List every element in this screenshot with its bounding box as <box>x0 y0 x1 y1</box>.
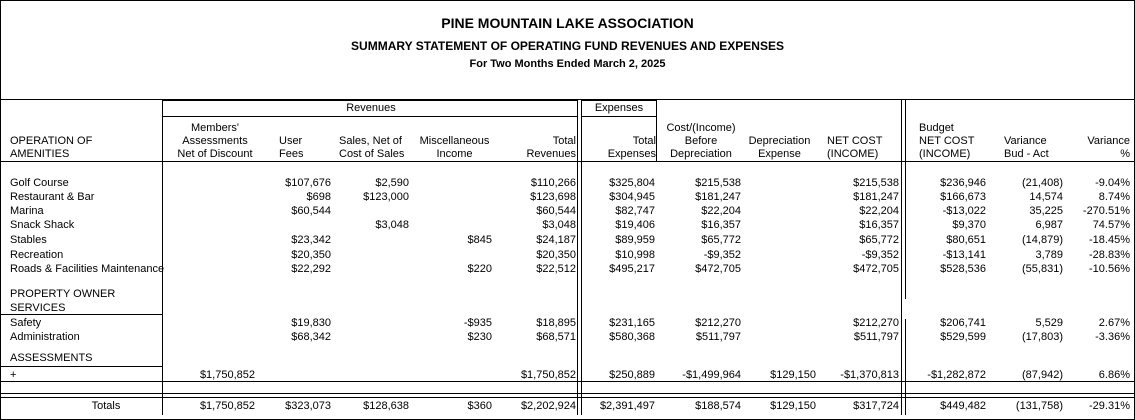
cell-variance-pct: -10.56% <box>1089 263 1130 275</box>
cell-variance: (55,831) <box>1022 263 1063 275</box>
cell-budget: $80,651 <box>946 234 986 246</box>
header-budget: (INCOME) <box>919 148 971 160</box>
expenses-group-label: Expenses <box>594 102 644 114</box>
cell-variance: (14,879) <box>1022 234 1063 246</box>
cell-user-fees: $22,292 <box>291 263 331 275</box>
section-services: SERVICES <box>10 302 66 314</box>
row-label: Roads & Facilities Maintenance <box>10 263 165 275</box>
cell-budget: $236,946 <box>940 177 986 189</box>
grand-total-rule-3 <box>1 397 1134 398</box>
cell-net-cost: $215,538 <box>853 177 899 189</box>
cell-variance: 5,529 <box>1035 317 1063 329</box>
row-label: + <box>10 369 17 381</box>
header-budget: Budget <box>919 122 954 134</box>
cell-total-exp: $82,747 <box>615 205 655 217</box>
header-net-cost: (INCOME) <box>827 148 879 160</box>
cell-total-exp: $580,368 <box>609 331 655 343</box>
cell-budget: $528,536 <box>940 263 986 275</box>
cell-cost-before: -$1,499,964 <box>682 369 741 381</box>
cell-misc: $220 <box>467 263 492 275</box>
cell-variance: 14,574 <box>1029 191 1063 203</box>
total-depreciation: $129,150 <box>770 400 816 412</box>
report-subtitle: SUMMARY STATEMENT OF OPERATING FUND REVENUES AND EXPENSES <box>351 39 784 53</box>
header-depreciation: Depreciation <box>748 135 811 147</box>
section-assessments: ASSESSMENTS <box>10 352 93 364</box>
total-sales: $128,638 <box>363 400 409 412</box>
cell-variance-pct: 74.57% <box>1092 219 1130 231</box>
header-bottom-rule <box>1 161 1134 162</box>
cell-total-rev: $60,544 <box>536 205 576 217</box>
cell-budget: $529,599 <box>940 331 986 343</box>
cell-sales: $2,590 <box>375 177 409 189</box>
total-variance: (131,758) <box>1015 400 1063 412</box>
grand-total-rule-2 <box>1 393 1134 394</box>
cell-cost-before: $22,204 <box>701 205 741 217</box>
cell-user-fees: $698 <box>306 191 331 203</box>
total-budget: $449,482 <box>940 400 986 412</box>
cell-total-exp: $19,406 <box>615 219 655 231</box>
cell-variance: (21,408) <box>1022 177 1063 189</box>
header-variance-pct: Variance <box>1087 135 1130 147</box>
revenues-underline <box>162 116 577 117</box>
cell-cost-before: $215,538 <box>695 177 741 189</box>
header-variance: Variance <box>1004 135 1047 147</box>
cell-net-cost: $22,204 <box>859 205 899 217</box>
cell-total-rev: $123,698 <box>530 191 576 203</box>
total-cost-before: $188,574 <box>695 400 741 412</box>
cell-total-rev: $3,048 <box>542 219 576 231</box>
header-cost-before: Depreciation <box>670 148 732 160</box>
revenues-group-label: Revenues <box>346 102 396 114</box>
cell-net-cost: $16,357 <box>859 219 899 231</box>
total-total-rev: $2,202,924 <box>520 400 576 412</box>
cell-total-exp: $250,889 <box>609 369 655 381</box>
row-label: Administration <box>10 331 80 343</box>
row-label: Golf Course <box>10 177 69 189</box>
row-label: Stables <box>10 234 47 246</box>
total-members: $1,750,852 <box>199 400 255 412</box>
header-user-fees: Fees <box>279 148 304 160</box>
total-total-exp: $2,391,497 <box>599 400 655 412</box>
cell-sales: $3,048 <box>375 219 409 231</box>
cell-budget: -$13,141 <box>942 249 986 261</box>
cell-variance-pct: -270.51% <box>1082 205 1130 217</box>
cell-user-fees: $68,342 <box>291 331 331 343</box>
cell-members: $1,750,852 <box>199 369 255 381</box>
section-rule-assessments <box>1 366 163 367</box>
col-divider-budget-inner-lower <box>905 319 906 415</box>
cell-total-rev: $20,350 <box>536 249 576 261</box>
row-label: Marina <box>10 205 44 217</box>
cell-cost-before: $181,247 <box>695 191 741 203</box>
revenues-group-rule <box>162 100 577 101</box>
header-operation: OPERATION OF <box>10 135 93 147</box>
cell-variance: (87,942) <box>1022 369 1063 381</box>
header-total-exp: Expenses <box>607 148 656 160</box>
cell-net-cost: $65,772 <box>859 234 899 246</box>
cell-total-exp: $325,804 <box>609 177 655 189</box>
header-variance-pct: % <box>1120 148 1130 160</box>
cell-user-fees: $107,676 <box>285 177 331 189</box>
cell-depreciation: $129,150 <box>770 369 816 381</box>
header-variance: Bud - Act <box>1004 148 1049 160</box>
cell-variance-pct: 2.67% <box>1098 317 1130 329</box>
cell-total-rev: $22,512 <box>536 263 576 275</box>
header-cost-before: Before <box>684 135 718 147</box>
cell-variance-pct: 6.86% <box>1098 369 1130 381</box>
cell-cost-before: $212,270 <box>695 317 741 329</box>
header-misc: Miscellaneous <box>419 135 490 147</box>
cell-net-cost: $212,270 <box>853 317 899 329</box>
header-members: Assessments <box>182 135 248 147</box>
header-total-rev: Total <box>552 135 576 147</box>
header-amenities: AMENITIES <box>10 148 70 160</box>
header-user-fees: User <box>279 135 303 147</box>
col-divider-expenses-left <box>581 100 582 415</box>
cell-total-rev: $24,187 <box>536 234 576 246</box>
total-net-cost: $317,724 <box>853 400 899 412</box>
total-misc: $360 <box>467 400 492 412</box>
row-label: Restaurant & Bar <box>10 191 95 203</box>
cell-variance: (17,803) <box>1022 331 1063 343</box>
cell-net-cost: $181,247 <box>853 191 899 203</box>
cell-net-cost: $511,797 <box>853 331 899 343</box>
expenses-group-rule <box>581 100 656 101</box>
cell-total-exp: $304,945 <box>609 191 655 203</box>
header-cost-before: Cost/(Income) <box>666 122 736 134</box>
cell-total-exp: $89,959 <box>615 234 655 246</box>
cell-variance: 3,789 <box>1035 249 1063 261</box>
cell-net-cost: -$1,370,813 <box>840 369 899 381</box>
cell-net-cost: -$9,352 <box>861 249 899 261</box>
cell-total-exp: $495,217 <box>609 263 655 275</box>
cell-misc: $845 <box>467 234 492 246</box>
header-total-rev: Revenues <box>526 148 576 160</box>
cell-net-cost: $472,705 <box>853 263 899 275</box>
cell-total-rev: $1,750,852 <box>520 369 576 381</box>
cell-cost-before: $472,705 <box>695 263 741 275</box>
totals-label: Totals <box>91 400 121 412</box>
cell-total-rev: $110,266 <box>530 177 576 189</box>
report-title: PINE MOUNTAIN LAKE ASSOCIATION <box>441 15 694 31</box>
cell-cost-before: $65,772 <box>701 234 741 246</box>
header-sales: Sales, Net of <box>339 135 402 147</box>
total-variance-pct: -29.31% <box>1089 400 1130 412</box>
header-members: Members' <box>191 122 239 134</box>
cell-user-fees: $23,342 <box>291 234 331 246</box>
cell-total-rev: $68,571 <box>536 331 576 343</box>
cell-misc: $230 <box>467 331 492 343</box>
col-divider-expenses-right <box>656 100 657 162</box>
cell-cost-before: $511,797 <box>695 331 741 343</box>
header-total-exp: Total <box>632 135 656 147</box>
cell-variance-pct: -9.04% <box>1095 177 1130 189</box>
cell-variance-pct: -18.45% <box>1089 234 1130 246</box>
total-user-fees: $323,073 <box>285 400 331 412</box>
col-divider-revenues <box>577 100 578 415</box>
cell-total-exp: $10,998 <box>615 249 655 261</box>
section-property-owner: PROPERTY OWNER <box>10 288 116 300</box>
cell-misc: -$935 <box>463 317 492 329</box>
cell-budget: $206,741 <box>940 317 986 329</box>
header-misc: Income <box>436 148 473 160</box>
cell-variance: 35,225 <box>1029 205 1063 217</box>
header-net-cost: NET COST <box>827 135 883 147</box>
cell-variance: 6,987 <box>1035 219 1063 231</box>
row-label: Snack Shack <box>10 219 75 231</box>
cell-variance-pct: -3.36% <box>1095 331 1130 343</box>
row-label: Recreation <box>10 249 64 261</box>
cell-variance-pct: 8.74% <box>1098 191 1130 203</box>
header-members: Net of Discount <box>177 148 253 160</box>
cell-total-exp: $231,165 <box>609 317 655 329</box>
cell-user-fees: $19,830 <box>291 317 331 329</box>
cell-user-fees: $20,350 <box>291 249 331 261</box>
col-divider-budget-inner <box>905 100 906 299</box>
expenses-underline <box>581 116 656 117</box>
cell-variance-pct: -28.83% <box>1089 249 1130 261</box>
row-label: Safety <box>10 317 42 329</box>
cell-total-rev: $18,895 <box>536 317 576 329</box>
cell-budget: -$1,282,872 <box>927 369 986 381</box>
header-depreciation: Expense <box>758 148 801 160</box>
header-budget: NET COST <box>919 135 975 147</box>
cell-budget: $9,370 <box>952 219 986 231</box>
cell-budget: -$13,022 <box>942 205 986 217</box>
cell-sales: $123,000 <box>363 191 409 203</box>
cell-user-fees: $60,544 <box>291 205 331 217</box>
report-period: For Two Months Ended March 2, 2025 <box>469 58 666 70</box>
cell-cost-before: -$9,352 <box>703 249 741 261</box>
col-divider-budget-left <box>901 100 902 415</box>
header-sales: Cost of Sales <box>339 148 405 160</box>
cell-budget: $166,673 <box>940 191 986 203</box>
cell-cost-before: $16,357 <box>701 219 741 231</box>
